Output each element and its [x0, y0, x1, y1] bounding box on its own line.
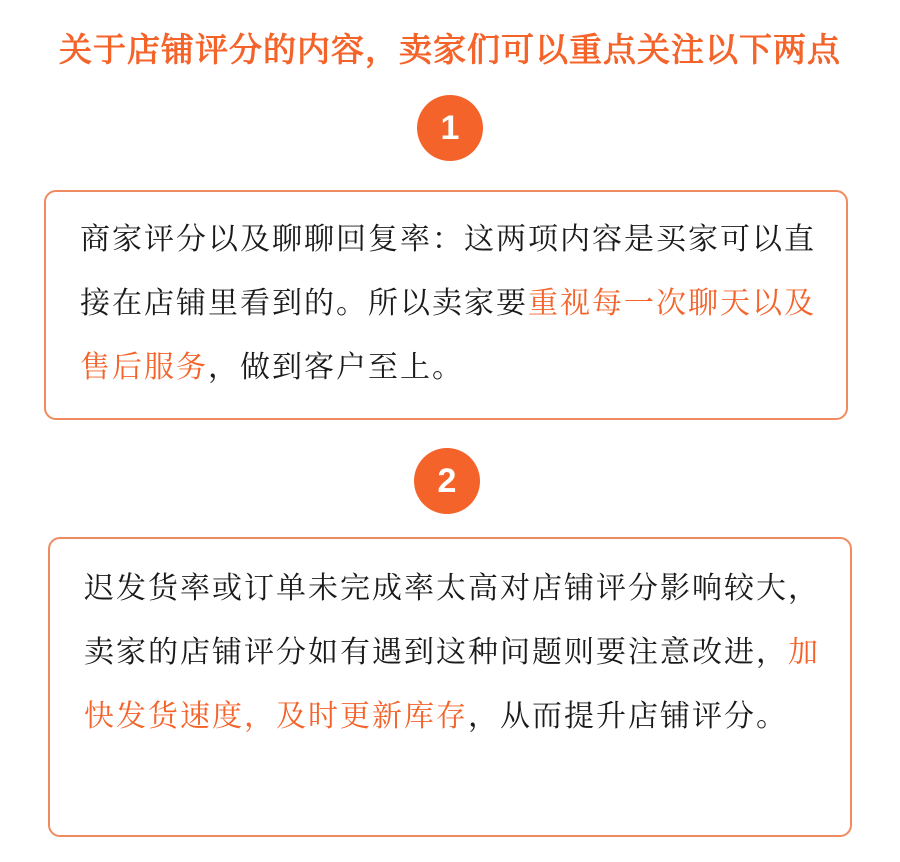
page-title: 关于店铺评分的内容，卖家们可以重点关注以下两点: [59, 30, 841, 69]
point-2-text: [84, 557, 822, 749]
point-2-number-badge: 2: [414, 448, 480, 514]
point-2-card: [48, 537, 852, 837]
point-1-text: [80, 208, 818, 400]
point-1-highlight: 重视每一次聊天以及售后服务: [80, 286, 816, 385]
point-2-highlight: 加快发货速度，及时更新库存: [84, 635, 820, 734]
point-2-text-after: ，从而提升店铺评分。: [468, 699, 788, 734]
point-1-card: [44, 190, 848, 420]
point-2-text-before: 迟发货率或订单未完成率太高对店铺评分影响较大，卖家的店铺评分如有遇到这种问题则要注意改进，: [84, 571, 820, 670]
point-1-text-after: ，做到客户至上。: [208, 350, 464, 385]
point-1-text-before: 商家评分以及聊聊回复率：这两项内容是买家可以直接在店铺里看到的。所以卖家要: [80, 222, 816, 321]
point-1-number-badge: 1: [417, 95, 483, 161]
